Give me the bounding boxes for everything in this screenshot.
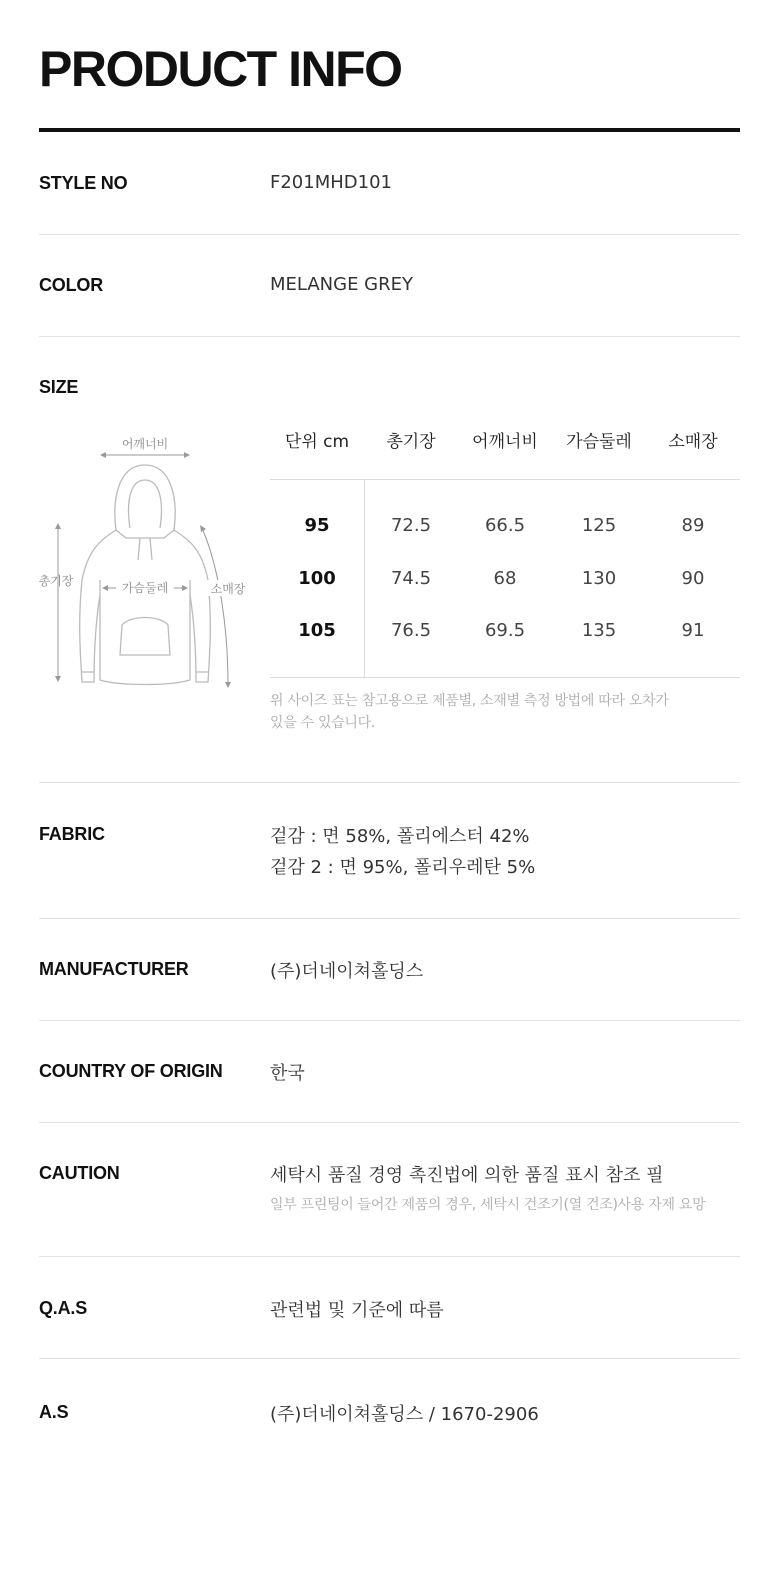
color-value: MELANGE GREY xyxy=(270,274,413,295)
size-header-unit: 단위 cm xyxy=(284,432,350,452)
divider xyxy=(39,782,740,783)
fabric-label: FABRIC xyxy=(39,824,105,844)
origin-value: 한국 xyxy=(270,1063,305,1084)
size-header-chest: 가슴둘레 xyxy=(566,432,632,452)
sleeve-label: 소매장 xyxy=(210,582,246,596)
shoulder-label: 어깨너비 xyxy=(121,437,169,451)
manufacturer-value: (주)더네이쳐홀딩스 xyxy=(270,961,424,982)
table-rule xyxy=(270,677,740,678)
as-value: (주)더네이쳐홀딩스 / 1670-2906 xyxy=(270,1404,539,1425)
divider xyxy=(39,234,740,235)
size-note xyxy=(270,690,669,734)
size-note-line: 있을 수 있습니다. xyxy=(270,715,376,731)
size-label: SIZE xyxy=(39,377,79,397)
table-cell: 130 xyxy=(581,568,617,589)
divider xyxy=(39,1122,740,1123)
divider xyxy=(39,336,740,337)
caution-label: CAUTION xyxy=(39,1163,120,1183)
fabric-line: 겉감 : 면 58%, 폴리에스터 42% xyxy=(270,826,530,847)
size-header-length: 총기장 xyxy=(386,432,436,452)
qas-label: Q.A.S xyxy=(39,1298,88,1318)
caution-value: 세탁시 품질 경영 촉진법에 의한 품질 표시 참조 필 xyxy=(270,1165,664,1186)
page-title: PRODUCT INFO xyxy=(39,41,402,97)
qas-value: 관련법 및 기준에 따름 xyxy=(270,1300,444,1321)
table-cell: 125 xyxy=(581,515,617,536)
table-cell: 91 xyxy=(681,620,705,641)
style-no-label: STYLE NO xyxy=(39,173,128,193)
color-label: COLOR xyxy=(39,275,103,295)
table-cell: 89 xyxy=(681,515,705,536)
divider xyxy=(39,1020,740,1021)
table-cell: 66.5 xyxy=(484,515,526,536)
table-cell: 72.5 xyxy=(390,515,432,536)
table-rule xyxy=(270,479,740,480)
table-cell: 68 xyxy=(493,568,517,589)
table-cell: 69.5 xyxy=(484,620,526,641)
table-cell: 105 xyxy=(298,620,336,641)
size-note-line: 위 사이즈 표는 참고용으로 제품별, 소재별 측정 방법에 따라 오차가 xyxy=(270,693,669,709)
size-header-sleeve: 소매장 xyxy=(668,432,718,452)
hoodie-diagram xyxy=(30,430,260,700)
divider xyxy=(39,918,740,919)
table-cell: 90 xyxy=(681,568,705,589)
style-no-value: F201MHD101 xyxy=(270,172,392,193)
divider xyxy=(39,1358,740,1359)
length-label: 총기장 xyxy=(38,574,74,588)
table-cell: 135 xyxy=(581,620,617,641)
table-cell: 100 xyxy=(298,568,336,589)
table-cell: 76.5 xyxy=(390,620,432,641)
manufacturer-label: MANUFACTURER xyxy=(39,959,189,979)
table-cell: 74.5 xyxy=(390,568,432,589)
table-cell: 95 xyxy=(304,515,330,536)
caution-sub: 일부 프린팅이 들어간 제품의 경우, 세탁시 건조기(열 건조)사용 자제 요망 xyxy=(270,1197,706,1213)
as-label: A.S xyxy=(39,1402,69,1422)
chest-label: 가슴둘레 xyxy=(121,581,169,595)
size-header-shoulder: 어깨너비 xyxy=(472,432,538,452)
origin-label: COUNTRY OF ORIGIN xyxy=(39,1061,223,1081)
fabric-line: 겉감 2 : 면 95%, 폴리우레탄 5% xyxy=(270,857,536,878)
divider xyxy=(39,1256,740,1257)
title-rule xyxy=(39,128,740,132)
